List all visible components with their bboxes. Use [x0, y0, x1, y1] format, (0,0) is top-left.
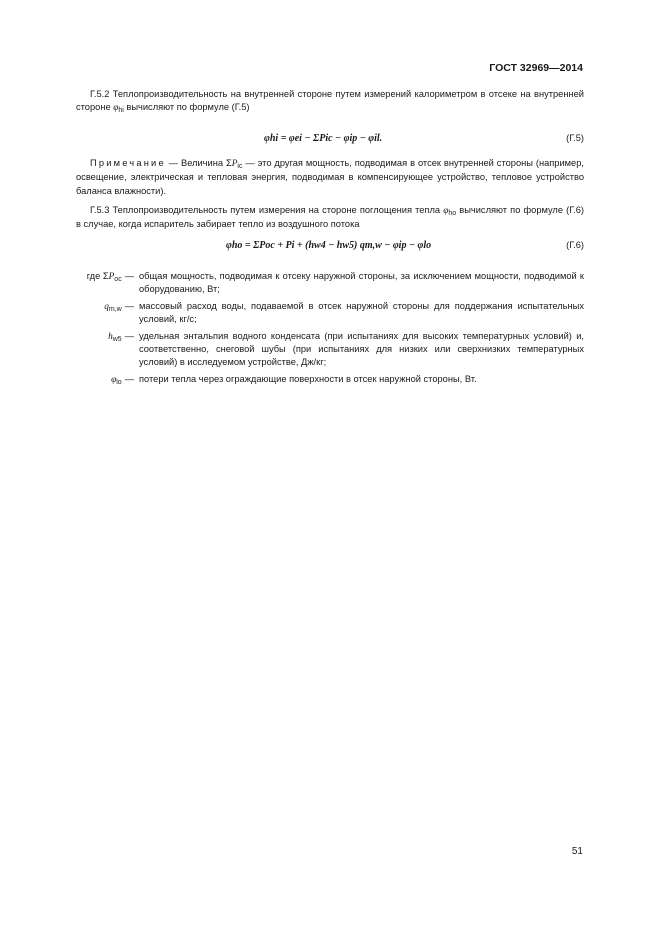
- formula-g6-expression: φho = ΣPoc + Pi + (hw4 − hw5) qm,w − φip − φlo: [226, 240, 432, 251]
- definition-description: общая мощность, подводимая к отсеку наружной стороны, за исключением мощности, подводимой к оборудованию, Вт;: [139, 271, 584, 295]
- note-label: Примечание: [90, 158, 166, 168]
- definition-term: $q_{m,w}$ —: [104, 300, 134, 313]
- definition-item: [50, 300, 584, 327]
- definition-term: $h_{w5}$ —: [108, 330, 134, 343]
- phi-symbol: φ: [443, 206, 449, 216]
- definition-item: [50, 270, 584, 297]
- formula-g5: [76, 133, 584, 149]
- page-number: 51: [571, 846, 583, 857]
- definition-item: [50, 330, 584, 370]
- definition-description: удельная энтальпия водного конденсата (при испытаниях для высоких температурных условий) и, соответственно, снеговой шубы (при испытаниях для низких или сверхнизких температурных условий) в исследуемом устройстве, Дж/кг;: [139, 330, 584, 368]
- definitions-list: [50, 270, 584, 390]
- phi-symbol: φ: [113, 103, 119, 114]
- definition-term: $\varphi_{lo}$ —: [111, 373, 134, 386]
- paragraph-g5-2: Г.5.2 Теплопроизводительность на внутренней стороне путем измерений калориметром в отсеке на внутренней стороне $\varphi_{hi}$ вычисляют по формуле (Г.5): [76, 89, 584, 115]
- standard-header: ГОСТ 32969—2014: [489, 62, 583, 74]
- formula-g5-expression: φhi = φei − ΣPic − φip − φil.: [264, 133, 383, 144]
- definition-description: массовый расход воды, подаваемой в отсек наружной стороны для поддержания испытательных условий, кг/с;: [139, 300, 584, 325]
- definition-item: [50, 373, 584, 387]
- formula-g5-number: (Г.5): [566, 133, 584, 143]
- formula-g6: [76, 240, 584, 256]
- paragraph-g5-3: Г.5.3 Теплопроизводительность путем измерения на стороне поглощения тепла $\varphi_{ho}$ вычисляют по формуле (Г.6) в случае, когда испаритель забирает тепло из воздушного потока: [76, 205, 584, 230]
- definition-description: потери тепла через ограждающие поверхности в отсек наружной стороны, Вт.: [139, 373, 477, 384]
- definition-term: где $\Sigma P_{oc}$ —: [86, 271, 134, 283]
- formula-g6-number: (Г.6): [566, 240, 584, 250]
- note-paragraph: Примечание — Величина $\Sigma P_{ic}$ — это другая мощность, подводимая в отсек внутренней стороны (например, освещение, электрическая и тепловая энергия, подводимая в компенсирующее устройство, тепловое устройство баланса влажности).: [76, 158, 584, 196]
